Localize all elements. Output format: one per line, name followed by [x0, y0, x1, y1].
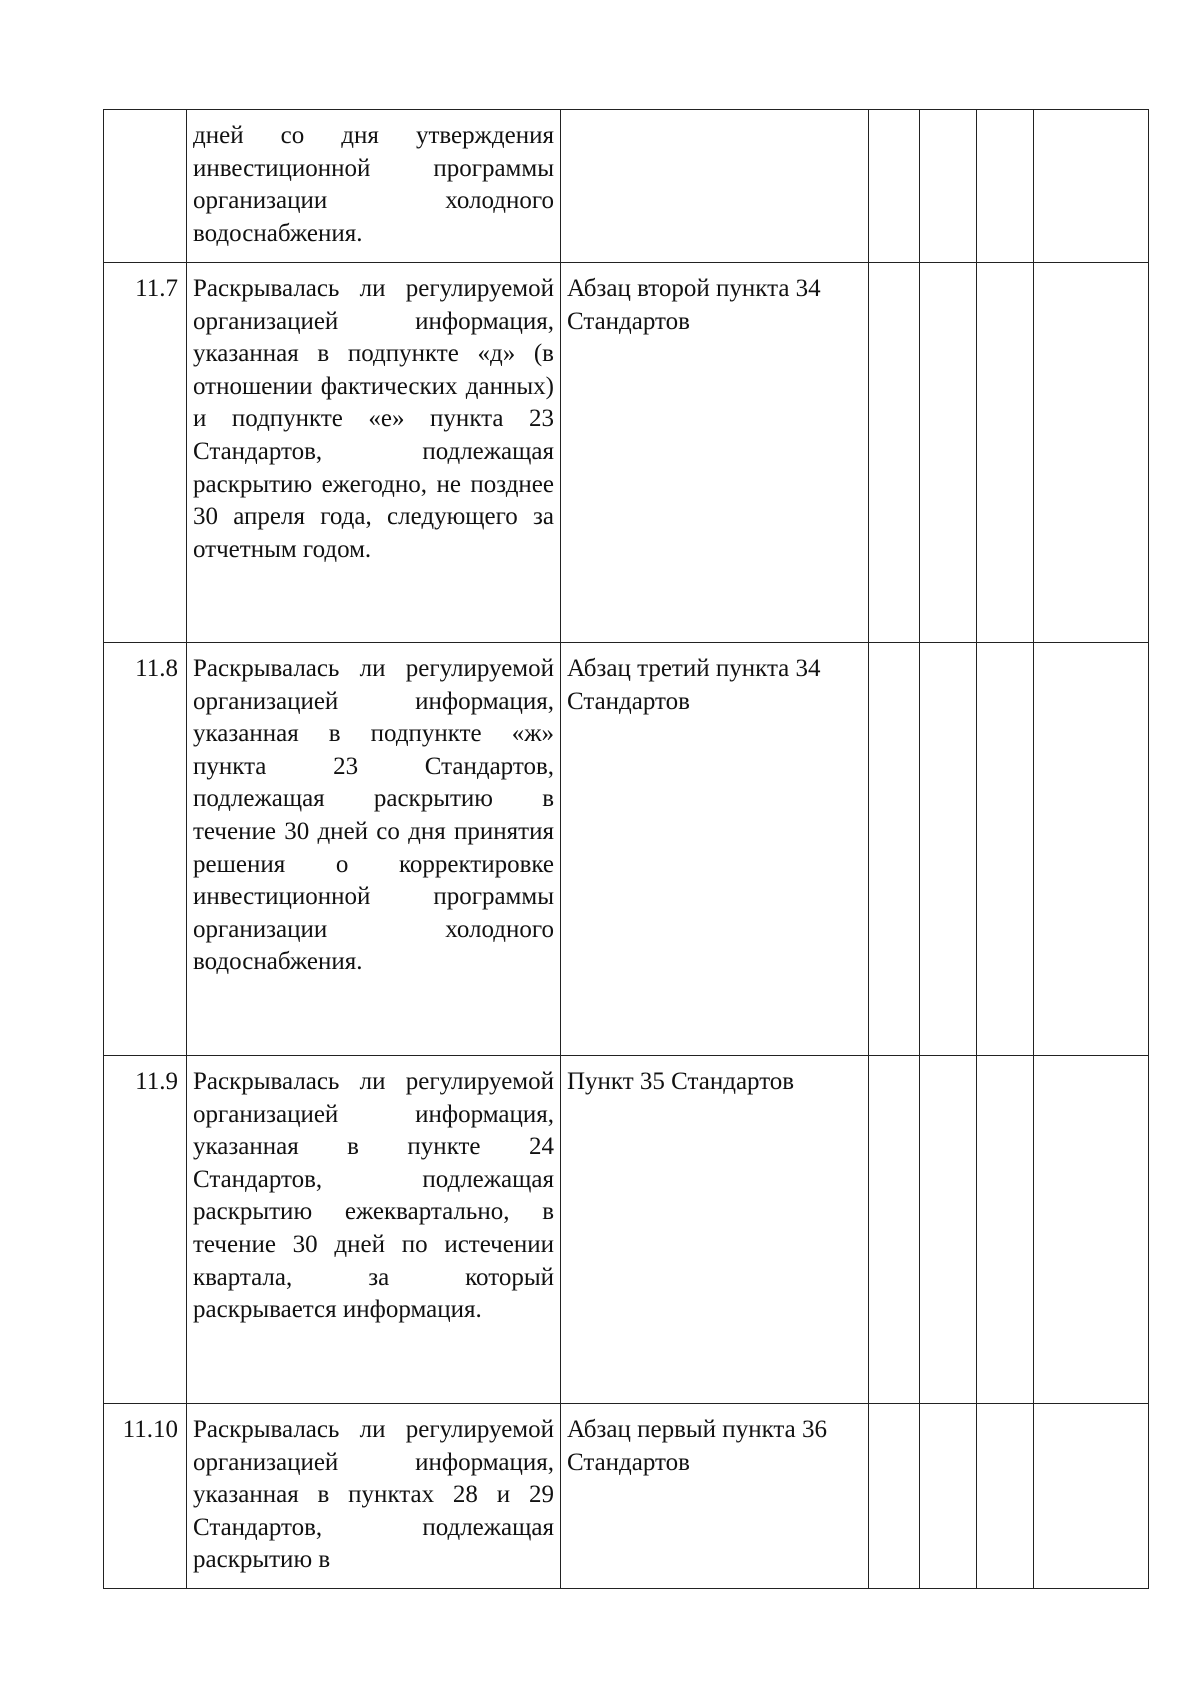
item-number: 11.7 [104, 263, 187, 643]
answer-na-cell [977, 1404, 1034, 1589]
checklist-table [103, 109, 1149, 1589]
item-number: 11.10 [104, 1404, 187, 1589]
answer-na-cell [977, 643, 1034, 1056]
table-row [104, 263, 1149, 643]
item-number [104, 110, 187, 263]
answer-no-cell [920, 1404, 977, 1589]
note-cell [1034, 1404, 1149, 1589]
question-text: Раскрывалась ли регулируемой организацией информация, указанная в подпункте «ж» пункта 23 Стандартов, подлежащая раскрытию в течение 30 дней со дня принятия решения о корректировке инвестиционной программы организации холодного водоснабжения. [187, 643, 561, 1056]
reference-text [561, 110, 869, 263]
reference-text: Пункт 35 Стандартов [561, 1056, 869, 1404]
answer-yes-cell [869, 110, 920, 263]
answer-yes-cell [869, 1056, 920, 1404]
note-cell [1034, 643, 1149, 1056]
answer-yes-cell [869, 1404, 920, 1589]
question-text: Раскрывалась ли регулируемой организацией информация, указанная в пунктах 28 и 29 Стандартов, подлежащая раскрытию в [187, 1404, 561, 1589]
table-row [104, 1404, 1149, 1589]
note-cell [1034, 263, 1149, 643]
answer-no-cell [920, 263, 977, 643]
item-number: 11.9 [104, 1056, 187, 1404]
item-number: 11.8 [104, 643, 187, 1056]
question-text: дней со дня утверждения инвестиционной программы организации холодного водоснабжения. [187, 110, 561, 263]
table-row [104, 1056, 1149, 1404]
reference-text: Абзац второй пункта 34 Стандартов [561, 263, 869, 643]
table-row [104, 643, 1149, 1056]
answer-no-cell [920, 1056, 977, 1404]
answer-no-cell [920, 643, 977, 1056]
question-text: Раскрывалась ли регулируемой организацией информация, указанная в пункте 24 Стандартов, подлежащая раскрытию ежеквартально, в течение 30 дней по истечении квартала, за который раскрывается информация. [187, 1056, 561, 1404]
answer-na-cell [977, 110, 1034, 263]
question-text: Раскрывалась ли регулируемой организацией информация, указанная в подпункте «д» (в отношении фактических данных) и подпункте «е» пункта 23 Стандартов, подлежащая раскрытию ежегодно, не позднее 30 апреля года, следующего за отчетным годом. [187, 263, 561, 643]
answer-na-cell [977, 263, 1034, 643]
answer-yes-cell [869, 643, 920, 1056]
answer-yes-cell [869, 263, 920, 643]
reference-text: Абзац первый пункта 36 Стандартов [561, 1404, 869, 1589]
note-cell [1034, 1056, 1149, 1404]
answer-no-cell [920, 110, 977, 263]
table-row [104, 110, 1149, 263]
answer-na-cell [977, 1056, 1034, 1404]
reference-text: Абзац третий пункта 34 Стандартов [561, 643, 869, 1056]
note-cell [1034, 110, 1149, 263]
